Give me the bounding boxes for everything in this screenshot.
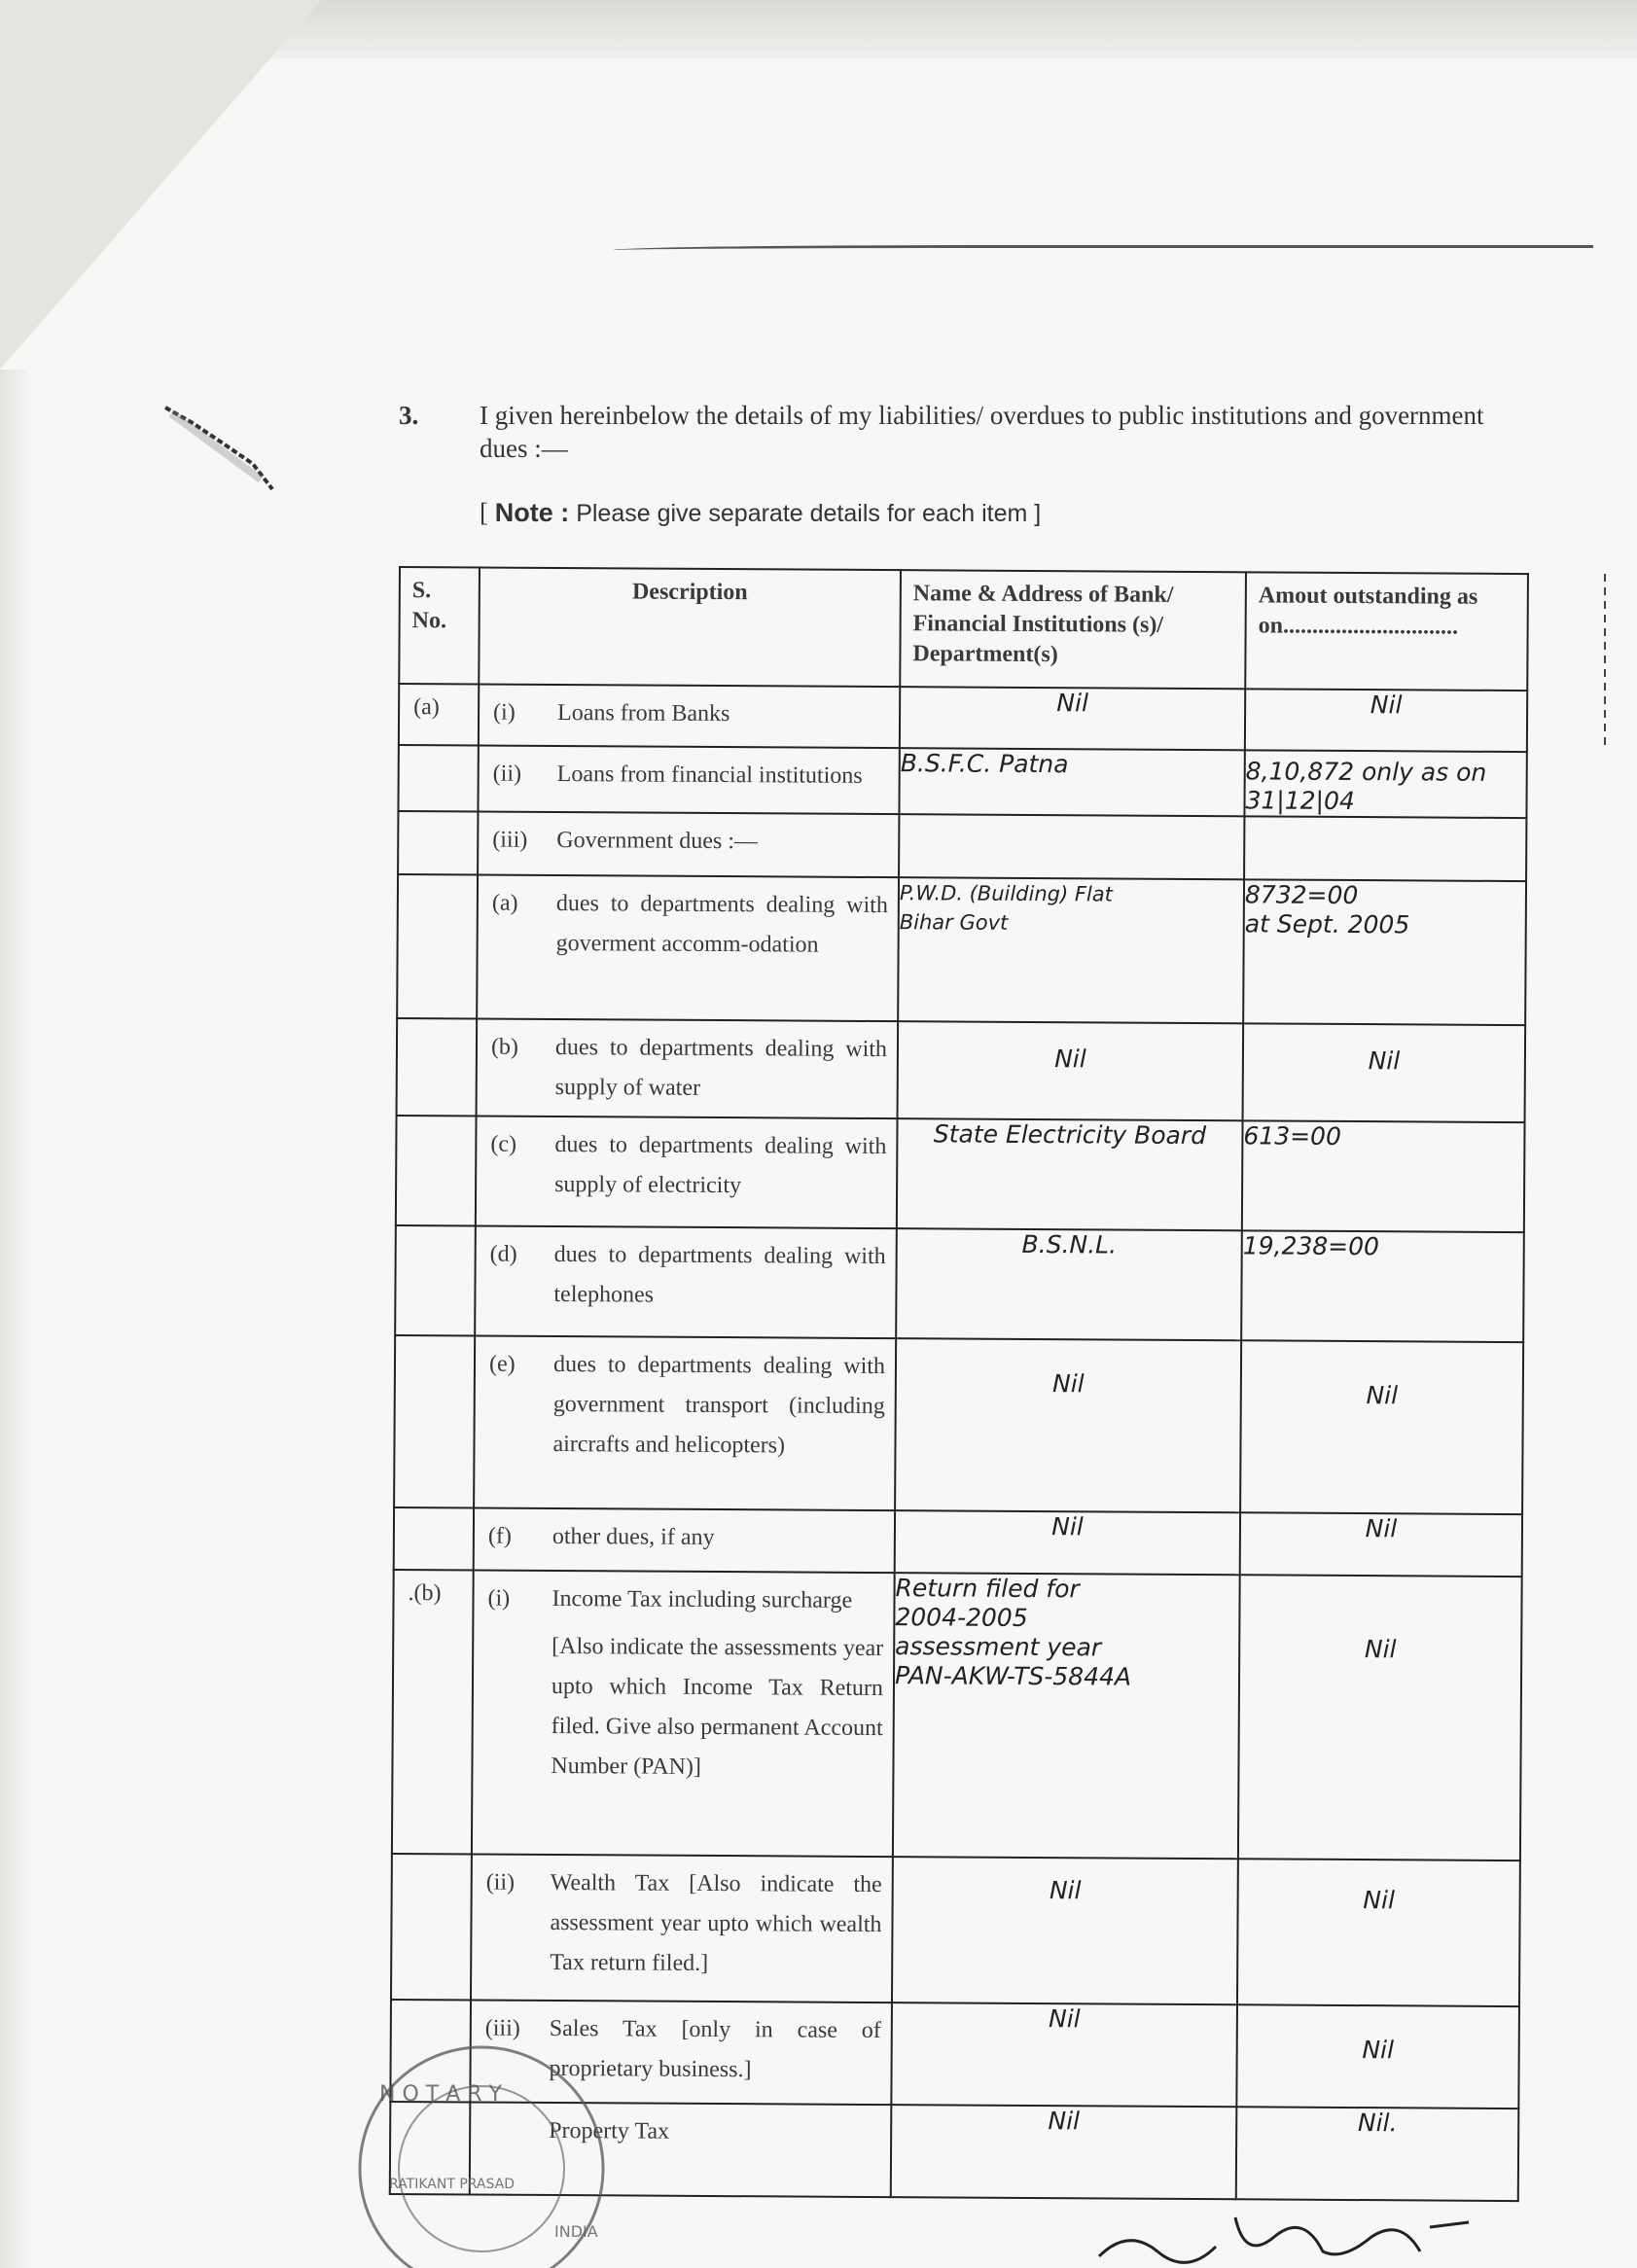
sno-cell: (a) — [399, 684, 479, 745]
item-description: Sales Tax [only in case of proprietary business.] — [549, 2015, 881, 2083]
item-description: Wealth Tax [Also indicate the assessment year upto which wealth Tax return filed.] — [550, 1869, 882, 1976]
description-cell — [474, 1507, 895, 1573]
table-row — [391, 1854, 1520, 2006]
bank-cell: Nil — [891, 2002, 1237, 2107]
table-row — [399, 684, 1527, 752]
item-number: (ii) — [485, 1869, 516, 1896]
item-number: (i) — [487, 1585, 511, 1612]
item-number: (iii) — [492, 827, 528, 853]
item-number: (ii) — [492, 761, 522, 787]
liabilities-table — [389, 566, 1529, 2202]
amount-cell: Nil — [1237, 1859, 1520, 2006]
description-cell — [478, 812, 899, 878]
right-edge-marks — [1595, 574, 1615, 749]
description-cell — [474, 1335, 896, 1510]
item-description: Income Tax including surcharge — [552, 1585, 853, 1613]
svg-text:INDIA: INDIA — [554, 2222, 598, 2241]
description-cell — [476, 1116, 898, 1228]
description-cell — [478, 746, 899, 815]
sno-cell — [398, 811, 478, 874]
amount-cell: 8,10,872 only as on 31|12|04 — [1244, 750, 1526, 818]
description-cell — [479, 685, 900, 749]
sno-cell — [395, 1225, 476, 1335]
item-description-note: [Also indicate the assessments year upto which Income Tax Return filed. Give also permanent Account Number (PAN)] — [551, 1633, 884, 1780]
header-description: Description — [479, 568, 901, 688]
item-number: (a) — [491, 890, 518, 916]
amount-cell: Nil — [1243, 1023, 1526, 1122]
amount-cell: Nil — [1236, 2004, 1519, 2109]
description-cell — [477, 1018, 899, 1118]
amount-cell: Nil — [1238, 1575, 1522, 1860]
header-rule — [613, 245, 1593, 258]
amount-cell — [1244, 816, 1526, 881]
header-sno: S. No. — [399, 567, 480, 684]
header-bank: Name & Address of Bank/ Financial Institutions (s)/ Department(s) — [900, 570, 1246, 689]
bank-cell: Nil — [891, 2105, 1237, 2199]
item-number: (b) — [490, 1034, 519, 1060]
svg-text:N O T A R Y: N O T A R Y — [379, 2082, 502, 2107]
table-row — [394, 1507, 1522, 1577]
item-number: (c) — [490, 1131, 517, 1157]
description-cell — [477, 875, 899, 1022]
item-number: (e) — [488, 1351, 516, 1377]
table-row — [395, 1225, 1524, 1342]
signature — [1089, 2208, 1478, 2268]
table-row — [397, 1018, 1526, 1122]
amount-cell: 613=00 — [1242, 1120, 1525, 1232]
item-number: (iii) — [484, 2015, 520, 2041]
svg-text:RATIKANT PRASAD: RATIKANT PRASAD — [389, 2177, 516, 2192]
item-number: (i) — [493, 699, 516, 726]
header-amount: Amout outstanding as on.............................. — [1245, 572, 1528, 691]
sno-cell — [394, 1507, 474, 1570]
table-row — [397, 874, 1526, 1025]
item-description: other dues, if any — [552, 1523, 715, 1551]
description-cell — [472, 1570, 895, 1857]
sno-cell — [397, 1018, 478, 1116]
item-number: (d) — [489, 1241, 517, 1267]
bank-cell: Nil — [895, 1510, 1240, 1575]
amount-cell: Nil. — [1236, 2107, 1519, 2201]
sno-cell: .(b) — [392, 1570, 474, 1854]
amount-cell: Nil — [1240, 1512, 1522, 1577]
amount-cell: Nil — [1245, 689, 1527, 752]
table-header-row — [399, 567, 1528, 691]
bank-cell: Nil — [898, 1021, 1244, 1120]
amount-cell: 19,238=00 — [1241, 1230, 1524, 1342]
item-description: Loans from Banks — [557, 699, 730, 727]
table-row — [398, 811, 1526, 881]
item-description: dues to departments dealing with supply of water — [554, 1034, 888, 1101]
bank-cell: Nil — [900, 687, 1245, 750]
note-open: [ — [480, 498, 495, 527]
item-description: dues to departments dealing with telephones — [553, 1241, 886, 1308]
table-row — [398, 745, 1526, 818]
left-edge-shadow — [0, 370, 29, 2268]
amount-cell: Nil — [1240, 1340, 1523, 1514]
item-number: (f) — [487, 1523, 512, 1549]
item-description: dues to departments dealing with supply of electricity — [554, 1131, 887, 1199]
item-description: dues to departments dealing with government transport (including aircrafts and helicopters) — [552, 1351, 886, 1459]
bank-cell: Return filed for 2004-2005 assessment year PAN-AKW-TS-5844A — [893, 1573, 1240, 1859]
note-line — [480, 496, 1041, 530]
bank-cell: B.S.F.C. Patna — [899, 748, 1244, 816]
note-text: Please give separate details for each item ] — [569, 500, 1042, 527]
section-text: I given hereinbelow the details of my liabilities/ overdues to public institutions and government dues :— — [480, 401, 1484, 463]
note-label: Note : — [494, 498, 570, 527]
sno-cell — [391, 1854, 472, 2000]
bank-cell: Nil — [895, 1338, 1241, 1512]
sno-cell — [398, 745, 478, 811]
table-row — [392, 1570, 1522, 1860]
margin-scribble — [163, 404, 278, 496]
bank-cell: B.S.N.L. — [896, 1228, 1242, 1340]
item-description: dues to departments dealing with goverment accomm-odation — [555, 890, 888, 958]
section-number: 3. — [399, 401, 419, 430]
sno-cell — [397, 874, 478, 1018]
item-description: Government dues :— — [556, 827, 758, 855]
amount-cell: 8732=00 at Sept. 2005 — [1243, 879, 1526, 1025]
table-row — [394, 1335, 1523, 1514]
bank-cell: P.W.D. (Building) Flat Bihar Govt — [898, 877, 1244, 1023]
item-description: Loans from financial institutions — [556, 761, 863, 789]
sno-cell — [394, 1335, 475, 1507]
bank-cell: Nil — [892, 1857, 1238, 2004]
notary-stamp — [321, 2033, 642, 2268]
bank-cell — [899, 814, 1244, 879]
description-cell — [475, 1225, 897, 1338]
sno-cell — [396, 1116, 477, 1225]
bank-cell: State Electricity Board — [897, 1118, 1243, 1230]
item-description: Property Tax — [549, 2117, 670, 2144]
table-row — [396, 1116, 1525, 1232]
description-cell — [471, 1854, 893, 2002]
folded-corner — [0, 0, 321, 370]
